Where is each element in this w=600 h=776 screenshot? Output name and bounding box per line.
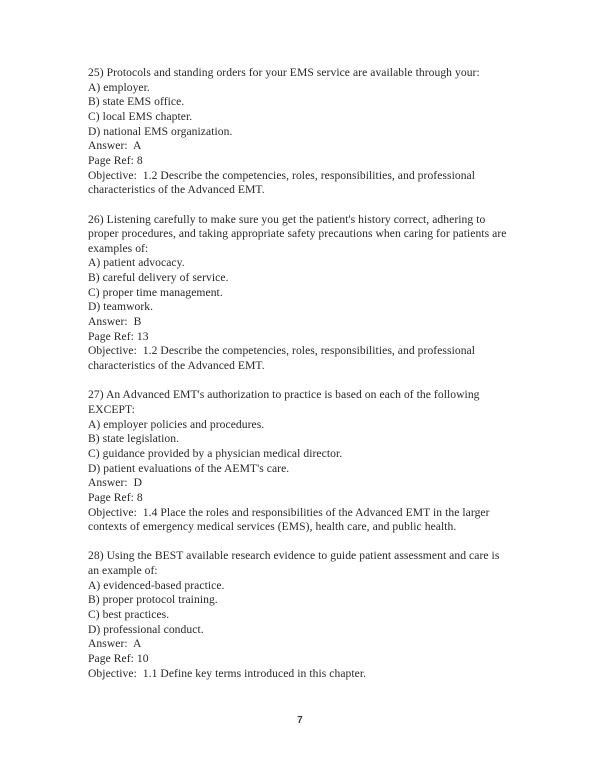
answer-choice: D) patient evaluations of the AEMT's care. bbox=[88, 461, 290, 475]
answer-choice: C) local EMS chapter. bbox=[88, 109, 193, 123]
question-block bbox=[88, 66, 508, 198]
question-stem-line: 25) Protocols and standing orders for your EMS service are available through your: bbox=[88, 66, 480, 79]
answer-choice: A) employer policies and procedures. bbox=[88, 417, 265, 431]
answer-key: Answer: A bbox=[88, 139, 142, 153]
question-stem-line: an example of: bbox=[88, 564, 158, 578]
question-block bbox=[88, 213, 508, 374]
page-reference: Page Ref: 13 bbox=[88, 329, 149, 343]
page-reference: Page Ref: 8 bbox=[88, 490, 143, 504]
objective-line: characteristics of the Advanced EMT. bbox=[88, 359, 265, 373]
page-footer bbox=[0, 710, 600, 728]
answer-choice: C) proper time management. bbox=[88, 285, 223, 299]
objective-line: contexts of emergency medical services (EMS), health care, and public health. bbox=[88, 520, 457, 534]
question-block bbox=[88, 549, 508, 681]
answer-choice: D) professional conduct. bbox=[88, 622, 204, 636]
answer-key: Answer: A bbox=[88, 637, 142, 651]
answer-choice: B) state EMS office. bbox=[88, 95, 185, 109]
answer-choice: B) state legislation. bbox=[88, 432, 180, 446]
answer-choice: D) national EMS organization. bbox=[88, 124, 233, 138]
answer-choice: D) teamwork. bbox=[88, 300, 154, 314]
question-stem-line: examples of: bbox=[88, 241, 149, 255]
objective-line: Objective: 1.1 Define key terms introduced in this chapter. bbox=[88, 666, 367, 680]
answer-key: Answer: D bbox=[88, 476, 143, 490]
page-reference: Page Ref: 8 bbox=[88, 153, 143, 167]
objective-line: characteristics of the Advanced EMT. bbox=[88, 183, 265, 197]
question-stem-line: proper procedures, and taking appropriate safety precautions when caring for patients are bbox=[88, 227, 507, 241]
answer-choice: C) guidance provided by a physician medical director. bbox=[88, 446, 343, 460]
answer-key: Answer: B bbox=[88, 315, 142, 329]
question-stem-line: 26) Listening carefully to make sure you get the patient's history correct, adhering to bbox=[88, 212, 486, 226]
answer-choice: C) best practices. bbox=[88, 608, 170, 622]
page-number: 7 bbox=[297, 715, 303, 726]
answer-choice: B) proper protocol training. bbox=[88, 593, 218, 607]
page-reference: Page Ref: 10 bbox=[88, 652, 149, 666]
question-block bbox=[88, 388, 508, 535]
answer-choice: A) evidenced-based practice. bbox=[88, 578, 225, 592]
question-stem-line: 27) An Advanced EMT's authorization to practice is based on each of the following bbox=[88, 388, 480, 402]
objective-line: Objective: 1.4 Place the roles and responsibilities of the Advanced EMT in the larger bbox=[88, 505, 490, 519]
answer-choice: A) employer. bbox=[88, 80, 150, 94]
objective-line: Objective: 1.2 Describe the competencies, roles, responsibilities, and professional bbox=[88, 168, 476, 182]
question-list bbox=[88, 66, 508, 696]
answer-choice: B) careful delivery of service. bbox=[88, 271, 229, 285]
question-stem-line: EXCEPT: bbox=[88, 402, 135, 416]
question-stem-line: 28) Using the BEST available research evidence to guide patient assessment and care is bbox=[88, 549, 500, 563]
answer-choice: A) patient advocacy. bbox=[88, 256, 185, 270]
objective-line: Objective: 1.2 Describe the competencies, roles, responsibilities, and professional bbox=[88, 344, 476, 358]
